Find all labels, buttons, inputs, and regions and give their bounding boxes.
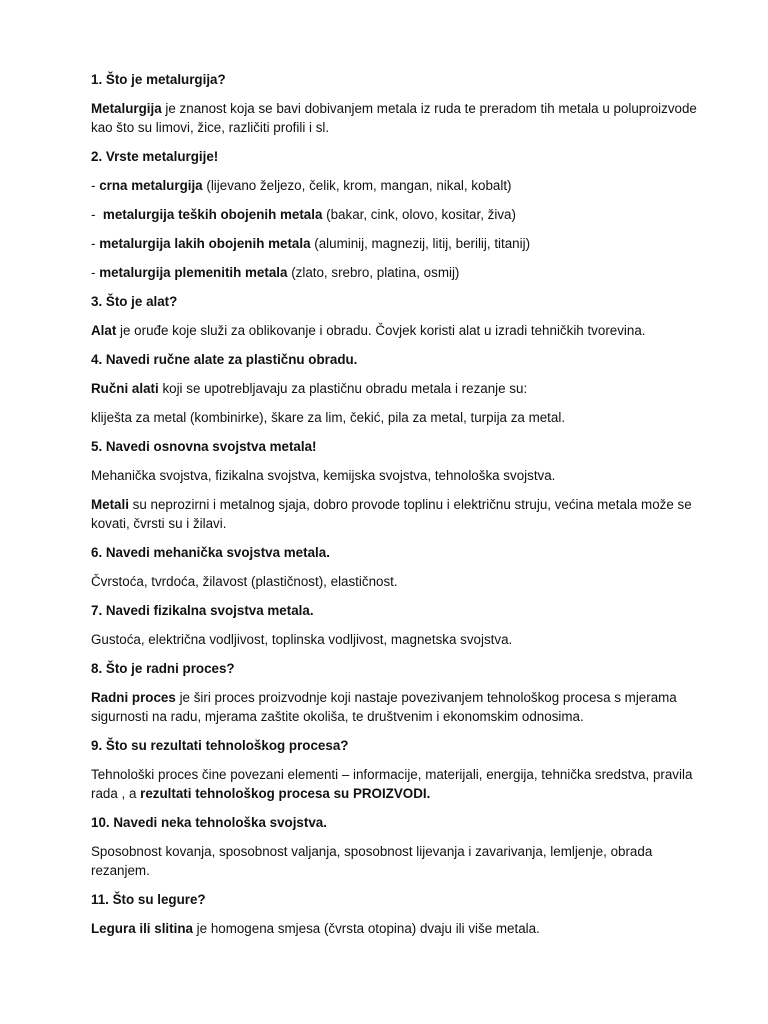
question-4: 4. Navedi ručne alate za plastičnu obradu. [91, 352, 358, 367]
answer-9-text: Tehnološki proces čine povezani elementi – informacije, materijali, energija, tehnička sredstva, pravila rada , a [91, 767, 693, 801]
answer-4-text: koji se upotrebljavaju za plastičnu obradu metala i rezanje su: [158, 381, 528, 396]
list-dash: - [91, 178, 100, 193]
answer-5-summary: Mehanička svojstva, fizikalna svojstva, kemijska svojstva, tehnološka svojstva. [91, 468, 556, 483]
list-term: metalurgija teških obojenih metala [102, 207, 323, 222]
list-term: crna metalurgija [99, 178, 203, 193]
question-9: 9. Što su rezultati tehnološkog procesa? [91, 738, 349, 753]
term-rezultati: rezultati tehnološkog procesa su PROIZVODI. [140, 786, 431, 801]
list-dash: - [91, 265, 100, 280]
answer-4 [91, 379, 708, 398]
answer-1-text: je znanost koja se bavi dobivanjem metala iz ruda te preradom tih metala u poluproizvode kao što su limovi, žice, različiti profili i sl. [91, 101, 697, 135]
list-term: metalurgija lakih obojenih metala [99, 236, 311, 251]
list-text: (lijevano željezo, čelik, krom, mangan, nikal, kobalt) [202, 178, 512, 193]
list-dash: - [91, 207, 103, 222]
question-6: 6. Navedi mehanička svojstva metala. [91, 545, 330, 560]
list-item [91, 234, 708, 253]
list-item [91, 176, 708, 195]
answer-1 [91, 99, 708, 137]
question-1: 1. Što je metalurgija? [91, 72, 226, 87]
term-rucni-alati: Ručni alati [91, 381, 159, 396]
list-term: metalurgija plemenitih metala [99, 265, 288, 280]
question-11: 11. Što su legure? [91, 892, 206, 907]
answer-7: Gustoća, električna vodljivost, toplinska vodljivost, magnetska svojstva. [91, 632, 513, 647]
answer-11-text: je homogena smjesa (čvrsta otopina) dvaju ili više metala. [192, 921, 540, 936]
term-metalurgija: Metalurgija [91, 101, 162, 116]
answer-9 [91, 765, 708, 803]
answer-8-text: je širi proces proizvodnje koji nastaje povezivanjem tehnološkog procesa s mjerama sigurnosti na radu, mjerama zaštite okoliša, te društvenim i ekonomskim odnosima. [91, 690, 677, 724]
answer-3 [91, 321, 708, 340]
answer-4-list: kliješta za metal (kombinirke), škare za lim, čekić, pila za metal, turpija za metal. [91, 410, 566, 425]
question-5: 5. Navedi osnovna svojstva metala! [91, 439, 317, 454]
term-radni-proces: Radni proces [91, 690, 176, 705]
question-2: 2. Vrste metalurgije! [91, 149, 219, 164]
list-item [91, 205, 708, 224]
answer-10: Sposobnost kovanja, sposobnost valjanja, sposobnost lijevanja i zavarivanja, lemljenje, obrada rezanjem. [91, 844, 653, 878]
term-metali: Metali [91, 497, 129, 512]
answer-5-text: su neprozirni i metalnog sjaja, dobro provode toplinu i električnu struju, većina metala može se kovati, čvrsti su i žilavi. [91, 497, 692, 531]
question-8: 8. Što je radni proces? [91, 661, 235, 676]
answer-6: Čvrstoća, tvrdoća, žilavost (plastičnost), elastičnost. [91, 574, 398, 589]
document-body [91, 70, 708, 938]
list-item [91, 263, 708, 282]
list-text: (bakar, cink, olovo, kositar, živa) [322, 207, 516, 222]
question-7: 7. Navedi fizikalna svojstva metala. [91, 603, 314, 618]
list-text: (zlato, srebro, platina, osmij) [287, 265, 460, 280]
term-legura: Legura ili slitina [91, 921, 193, 936]
term-alat: Alat [91, 323, 117, 338]
answer-11 [91, 919, 708, 938]
answer-8 [91, 688, 708, 726]
question-3: 3. Što je alat? [91, 294, 178, 309]
list-dash: - [91, 236, 100, 251]
answer-3-text: je oruđe koje služi za oblikovanje i obradu. Čovjek koristi alat u izradi tehničkih tvorevina. [116, 323, 646, 338]
answer-5 [91, 495, 708, 533]
list-text: (aluminij, magnezij, litij, berilij, titanij) [310, 236, 531, 251]
question-10: 10. Navedi neka tehnološka svojstva. [91, 815, 327, 830]
